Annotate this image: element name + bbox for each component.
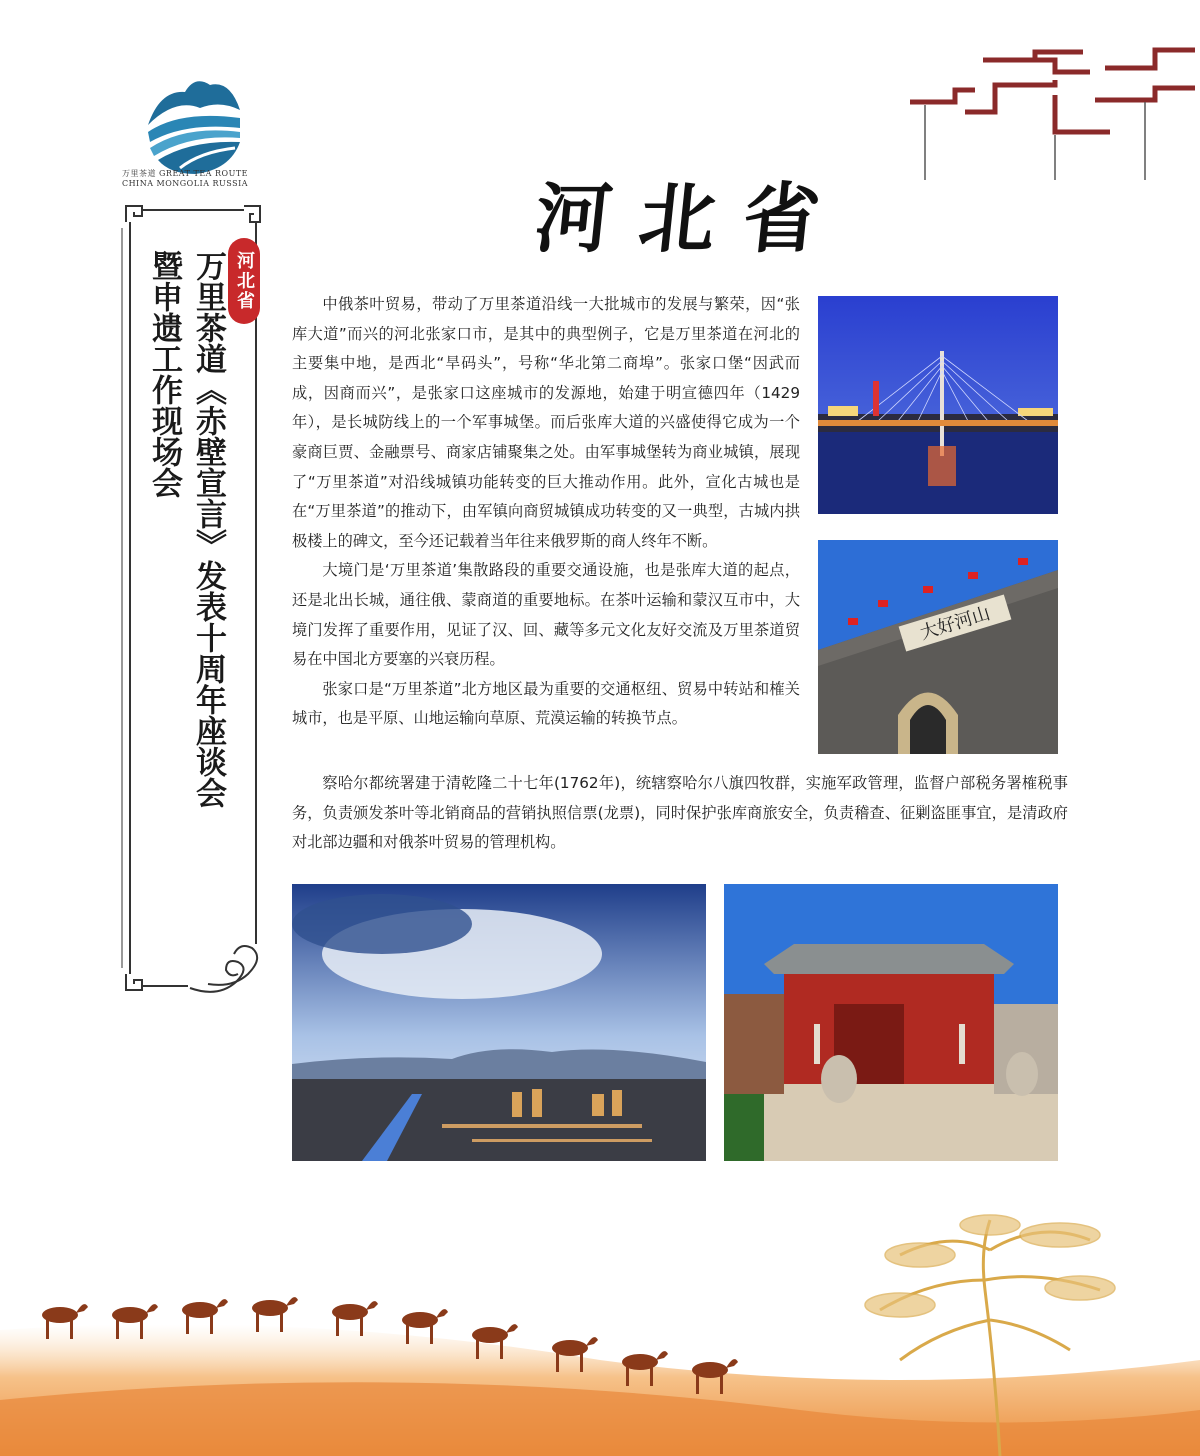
chahar-office-building-photo <box>724 884 1058 1161</box>
hui-style-rooftops-icon <box>905 40 1200 180</box>
paragraph-2: 大境门是‘万里茶道’集散路段的重要交通设施，也是张库大道的起点，还是北出长城，通往俄、蒙商道的重要地标。在茶叶运输和蒙汉互市中，大境门发挥了重要作用，见证了汉、回、藏等多元文化友好交流及万里茶道贸易在中国北方要塞的兴衰历程。 <box>292 561 800 669</box>
paragraph-4: 察哈尔都统署建于清乾隆二十七年(1762年)，统辖察哈尔八旗四牧群，实施军政管理，监督户部税务署榷税事务，负责颁发茶叶等北销商品的营销执照信票(龙票)，同时保护张库商旅安全，负责稽查、征剿盗匪事宜，是清政府对北部边疆和对俄茶叶贸易的管理机构。 <box>292 774 1068 852</box>
camel-caravan-desert-icon <box>0 1210 1200 1456</box>
province-seal: 河北省 <box>228 238 260 324</box>
cable-stayed-bridge-night-photo <box>818 296 1058 514</box>
gate-plaque: 大好河山 <box>917 602 993 645</box>
paragraph-3: 张家口是“万里茶道”北方地区最为重要的交通枢纽、贸易中转站和榷关城市，也是平原、山地运输向草原、荒漠运输的转换节点。 <box>292 679 800 728</box>
mountain-river-logo-icon <box>140 70 250 180</box>
title-line-1: 万里茶道《赤壁宣言》发表十周年座谈会 <box>190 250 226 808</box>
page-heading: 河北省 <box>530 174 853 263</box>
logo-caption: 万里茶道 GREAT TEA ROUTE CHINA MONGOLIA RUSSIA <box>121 169 249 188</box>
title-line-2: 暨申遗工作现场会 <box>146 250 182 498</box>
title-panel <box>118 198 268 998</box>
city-aerial-photo <box>292 884 706 1161</box>
body-text <box>292 290 800 734</box>
dajingmen-gate-photo <box>818 540 1058 754</box>
paragraph-1: 中俄茶叶贸易，带动了万里茶道沿线一大批城市的发展与繁荣，因“张库大道”而兴的河北张家口市，是其中的典型例子，它是万里茶道在河北的主要集中地，是西北“旱码头”，号称“华北第二商埠”。张家口堡“因武而成，因商而兴”，是张家口这座城市的发源地，始建于明宣德四年（1429年），是长城防线上的一个军事城堡。而后张库大道的兴盛使得它成为一个豪商巨贾、金融票号、商家店铺聚集之处。由军事城堡转为商业城镇，展现了“万里茶道”对沿线城镇功能转变的巨大推动作用。此外，宣化古城也是在“万里茶道”的推动下，由军镇向商贸城镇成功转变的又一典型，古城内拱极楼上的碑文，至今还记载着当年往来俄罗斯的商人终年不断。 <box>292 295 800 550</box>
